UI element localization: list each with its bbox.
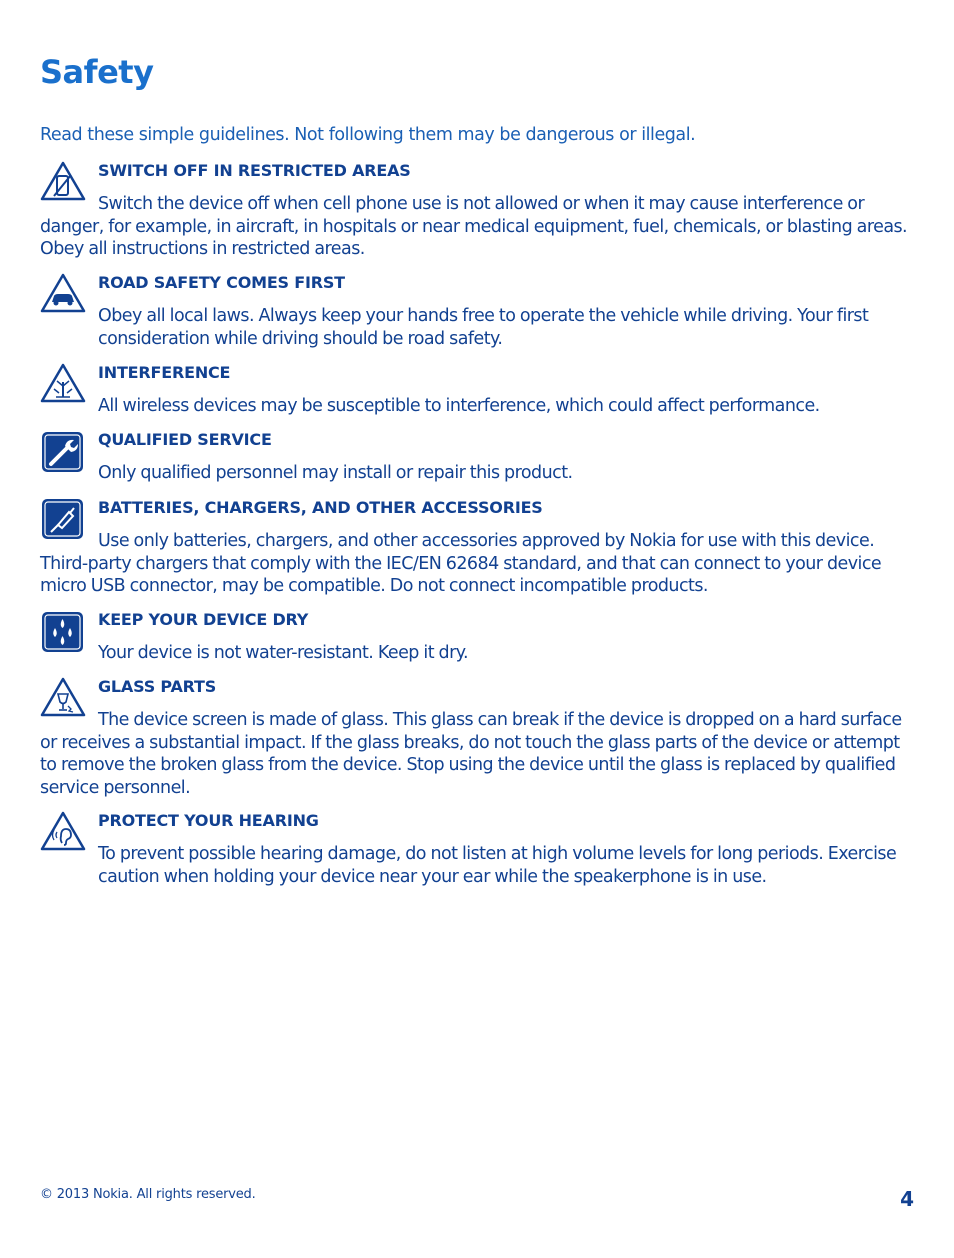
section-heading: PROTECT YOUR HEARING bbox=[98, 811, 319, 830]
section-heading: SWITCH OFF IN RESTRICTED AREAS bbox=[98, 161, 411, 180]
section-body: Your device is not water-resistant. Keep it dry. bbox=[98, 643, 469, 663]
section-body: Switch the device off when cell phone use is not allowed or when it may cause interference or danger, for example, in aircraft, in hospitals or near medical equipment, fuel, chemicals, or blasting areas. Obey all instructions in restricted areas. bbox=[40, 194, 908, 260]
page-title: Safety bbox=[40, 53, 154, 91]
section-body: Use only batteries, chargers, and other accessories approved by Nokia for use with this device. Third-party chargers that comply with the IEC/EN 62684 standard, and that can connect to your device micro USB connector, may be compatible. Do not connect incompatible products. bbox=[40, 531, 882, 597]
section-heading: ROAD SAFETY COMES FIRST bbox=[98, 273, 345, 292]
section-heading: GLASS PARTS bbox=[98, 677, 217, 696]
intro-text: Read these simple guidelines. Not following them may be dangerous or illegal. bbox=[40, 125, 696, 145]
page-number: 4 bbox=[900, 1187, 914, 1211]
section-heading: KEEP YOUR DEVICE DRY bbox=[98, 610, 309, 629]
section-heading: QUALIFIED SERVICE bbox=[98, 430, 272, 449]
footer-copyright: © 2013 Nokia. All rights reserved. bbox=[40, 1187, 256, 1202]
section-body: Obey all local laws. Always keep your hands free to operate the vehicle while driving. Your first consideration while driving should be road safety. bbox=[98, 306, 869, 349]
section-heading: BATTERIES, CHARGERS, AND OTHER ACCESSORIES bbox=[98, 498, 543, 517]
section-body: To prevent possible hearing damage, do not listen at high volume levels for long periods. Exercise caution when holding your device near your ear while the speakerphone is in use. bbox=[98, 844, 897, 887]
section-body: All wireless devices may be susceptible to interference, which could affect performance. bbox=[98, 396, 820, 416]
section-body: Only qualified personnel may install or repair this product. bbox=[98, 463, 573, 483]
section-heading: INTERFERENCE bbox=[98, 363, 231, 382]
section-body: The device screen is made of glass. This glass can break if the device is dropped on a hard surface or receives a substantial impact. If the glass breaks, do not touch the glass parts of the device or attempt to remove the broken glass from the device. Stop using the device until the glass is replaced by qualified service personnel. bbox=[40, 710, 902, 798]
